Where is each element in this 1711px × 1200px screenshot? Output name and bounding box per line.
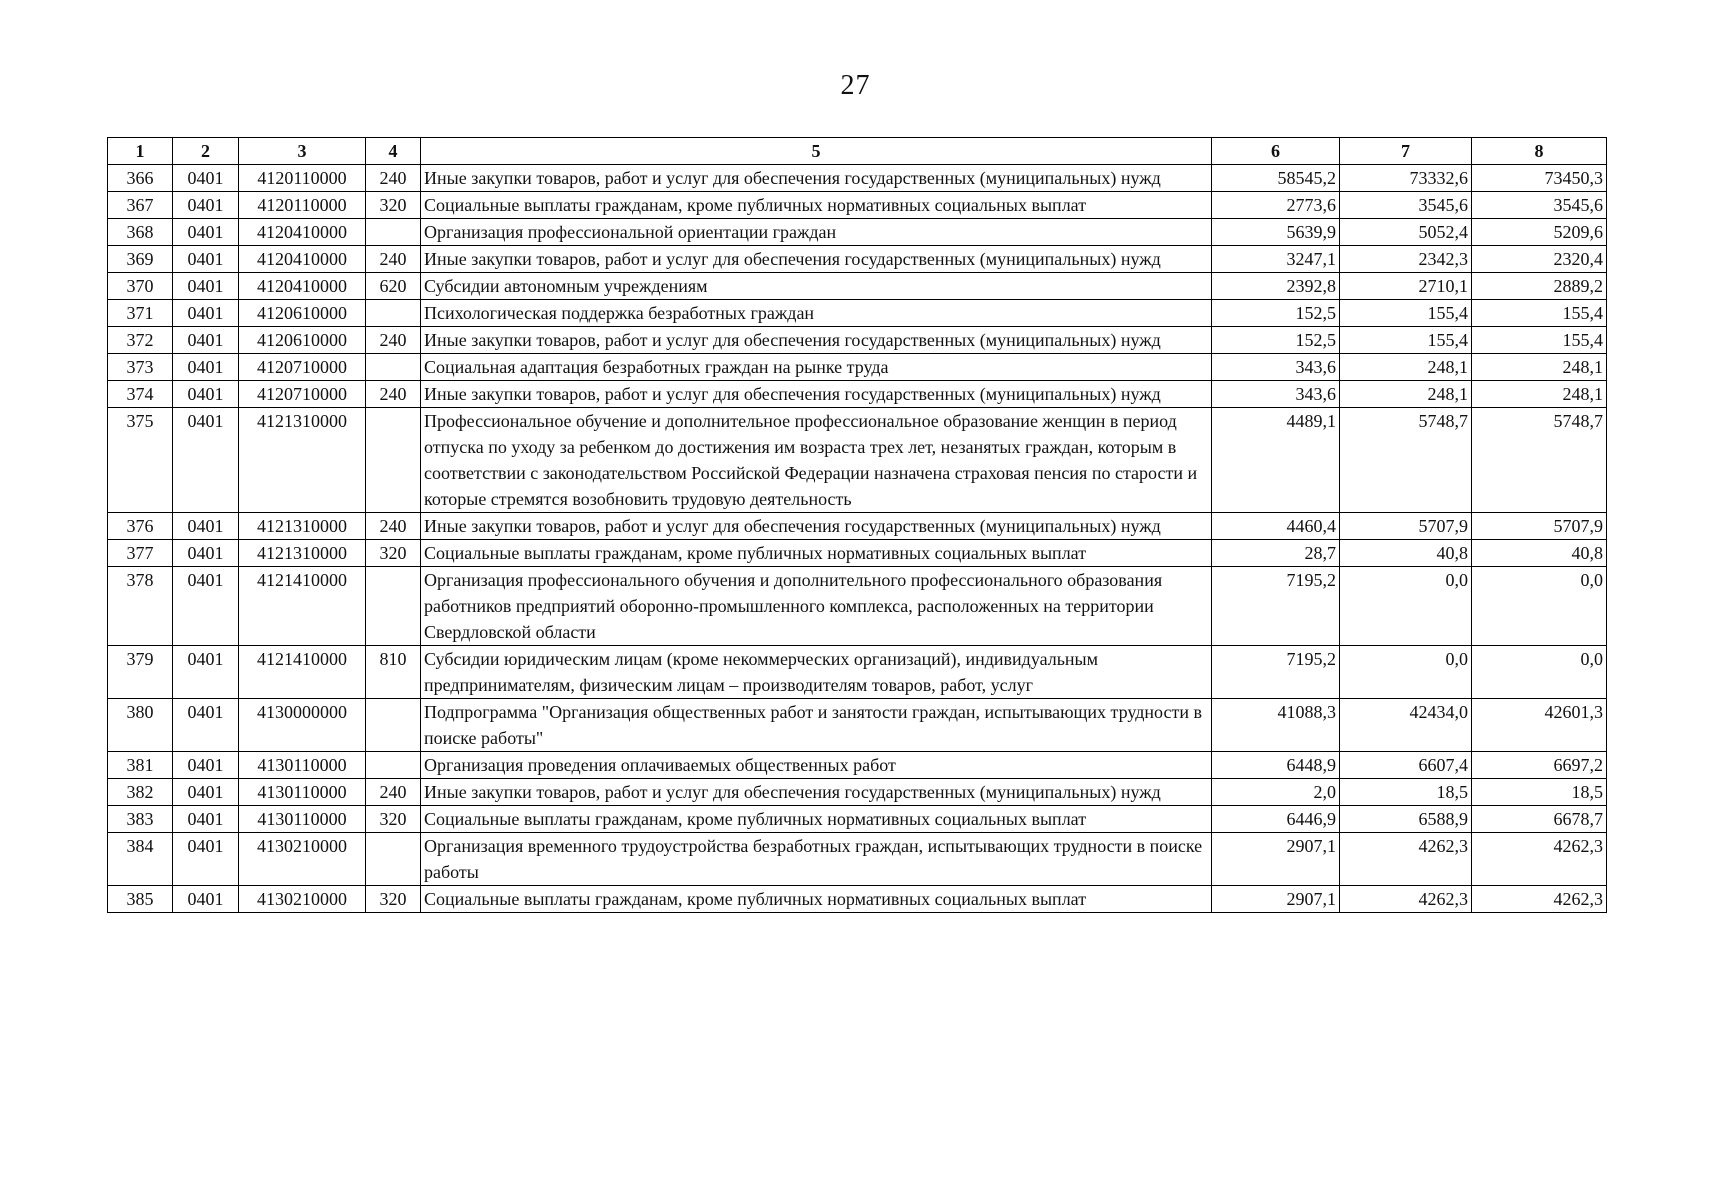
item-name-cell: Социальная адаптация безработных граждан на рынке труда	[421, 354, 1212, 381]
table-row	[108, 408, 1607, 513]
item-name-cell: Иные закупки товаров, работ и услуг для обеспечения государственных (муниципальных) нужд	[421, 165, 1212, 192]
row-number-cell: 371	[108, 300, 173, 327]
expense-type-cell: 240	[366, 327, 421, 354]
item-name-cell: Социальные выплаты гражданам, кроме публичных нормативных социальных выплат	[421, 192, 1212, 219]
section-code-cell: 0401	[173, 646, 239, 699]
table-row	[108, 219, 1607, 246]
amount-col6-cell: 2,0	[1212, 779, 1340, 806]
amount-col8-cell: 248,1	[1472, 354, 1607, 381]
amount-col6-cell: 2907,1	[1212, 886, 1340, 913]
target-code-cell: 4120710000	[239, 354, 366, 381]
expense-type-cell: 320	[366, 540, 421, 567]
section-code-cell: 0401	[173, 354, 239, 381]
amount-col8-cell: 248,1	[1472, 381, 1607, 408]
section-code-cell: 0401	[173, 381, 239, 408]
amount-col8-cell: 6697,2	[1472, 752, 1607, 779]
section-code-cell: 0401	[173, 327, 239, 354]
section-code-cell: 0401	[173, 886, 239, 913]
table-row	[108, 806, 1607, 833]
row-number-cell: 372	[108, 327, 173, 354]
section-code-cell: 0401	[173, 540, 239, 567]
table-row	[108, 886, 1607, 913]
header-col-3: 3	[239, 138, 366, 165]
section-code-cell: 0401	[173, 567, 239, 646]
amount-col7-cell: 2342,3	[1340, 246, 1472, 273]
amount-col7-cell: 40,8	[1340, 540, 1472, 567]
amount-col8-cell: 0,0	[1472, 646, 1607, 699]
target-code-cell: 4121310000	[239, 408, 366, 513]
expense-type-cell	[366, 408, 421, 513]
row-number-cell: 377	[108, 540, 173, 567]
amount-col6-cell: 7195,2	[1212, 567, 1340, 646]
item-name-cell: Иные закупки товаров, работ и услуг для обеспечения государственных (муниципальных) нужд	[421, 513, 1212, 540]
amount-col8-cell: 4262,3	[1472, 833, 1607, 886]
amount-col6-cell: 343,6	[1212, 354, 1340, 381]
section-code-cell: 0401	[173, 699, 239, 752]
target-code-cell: 4120610000	[239, 327, 366, 354]
header-col-7: 7	[1340, 138, 1472, 165]
amount-col7-cell: 248,1	[1340, 354, 1472, 381]
table-row	[108, 833, 1607, 886]
amount-col7-cell: 3545,6	[1340, 192, 1472, 219]
amount-col8-cell: 5209,6	[1472, 219, 1607, 246]
target-code-cell: 4121410000	[239, 646, 366, 699]
amount-col8-cell: 5748,7	[1472, 408, 1607, 513]
row-number-cell: 366	[108, 165, 173, 192]
table-row	[108, 192, 1607, 219]
row-number-cell: 368	[108, 219, 173, 246]
amount-col7-cell: 0,0	[1340, 646, 1472, 699]
header-col-4: 4	[366, 138, 421, 165]
table-row	[108, 300, 1607, 327]
row-number-cell: 385	[108, 886, 173, 913]
target-code-cell: 4130210000	[239, 833, 366, 886]
item-name-cell: Социальные выплаты гражданам, кроме публичных нормативных социальных выплат	[421, 540, 1212, 567]
expense-type-cell	[366, 833, 421, 886]
amount-col8-cell: 0,0	[1472, 567, 1607, 646]
target-code-cell: 4130000000	[239, 699, 366, 752]
target-code-cell: 4130110000	[239, 806, 366, 833]
amount-col8-cell: 155,4	[1472, 327, 1607, 354]
amount-col7-cell: 6607,4	[1340, 752, 1472, 779]
table-row	[108, 752, 1607, 779]
amount-col7-cell: 155,4	[1340, 327, 1472, 354]
target-code-cell: 4120110000	[239, 192, 366, 219]
expense-type-cell: 240	[366, 165, 421, 192]
table-row	[108, 699, 1607, 752]
amount-col8-cell: 4262,3	[1472, 886, 1607, 913]
amount-col6-cell: 5639,9	[1212, 219, 1340, 246]
section-code-cell: 0401	[173, 300, 239, 327]
item-name-cell: Иные закупки товаров, работ и услуг для обеспечения государственных (муниципальных) нужд	[421, 246, 1212, 273]
expense-type-cell	[366, 699, 421, 752]
expense-type-cell: 320	[366, 886, 421, 913]
table-row	[108, 327, 1607, 354]
item-name-cell: Социальные выплаты гражданам, кроме публичных нормативных социальных выплат	[421, 806, 1212, 833]
item-name-cell: Подпрограмма "Организация общественных работ и занятости граждан, испытывающих трудности в поиске работы"	[421, 699, 1212, 752]
amount-col8-cell: 3545,6	[1472, 192, 1607, 219]
amount-col7-cell: 42434,0	[1340, 699, 1472, 752]
amount-col7-cell: 4262,3	[1340, 833, 1472, 886]
amount-col8-cell: 6678,7	[1472, 806, 1607, 833]
expense-type-cell: 620	[366, 273, 421, 300]
section-code-cell: 0401	[173, 806, 239, 833]
target-code-cell: 4120410000	[239, 273, 366, 300]
item-name-cell: Организация временного трудоустройства безработных граждан, испытывающих трудности в поиске работы	[421, 833, 1212, 886]
amount-col8-cell: 40,8	[1472, 540, 1607, 567]
expense-type-cell	[366, 752, 421, 779]
amount-col7-cell: 2710,1	[1340, 273, 1472, 300]
amount-col6-cell: 152,5	[1212, 327, 1340, 354]
section-code-cell: 0401	[173, 779, 239, 806]
expense-type-cell: 240	[366, 246, 421, 273]
amount-col6-cell: 41088,3	[1212, 699, 1340, 752]
row-number-cell: 378	[108, 567, 173, 646]
section-code-cell: 0401	[173, 192, 239, 219]
target-code-cell: 4130110000	[239, 752, 366, 779]
expense-type-cell	[366, 300, 421, 327]
expense-type-cell: 320	[366, 806, 421, 833]
amount-col7-cell: 5748,7	[1340, 408, 1472, 513]
amount-col7-cell: 155,4	[1340, 300, 1472, 327]
header-col-2: 2	[173, 138, 239, 165]
amount-col7-cell: 248,1	[1340, 381, 1472, 408]
expense-type-cell: 240	[366, 513, 421, 540]
amount-col7-cell: 4262,3	[1340, 886, 1472, 913]
item-name-cell: Субсидии юридическим лицам (кроме некоммерческих организаций), индивидуальным предпринимателям, физическим лицам – производителям товаров, работ, услуг	[421, 646, 1212, 699]
section-code-cell: 0401	[173, 833, 239, 886]
section-code-cell: 0401	[173, 246, 239, 273]
budget-table	[107, 137, 1607, 913]
target-code-cell: 4120610000	[239, 300, 366, 327]
amount-col8-cell: 73450,3	[1472, 165, 1607, 192]
section-code-cell: 0401	[173, 752, 239, 779]
item-name-cell: Организация проведения оплачиваемых общественных работ	[421, 752, 1212, 779]
amount-col6-cell: 2907,1	[1212, 833, 1340, 886]
header-col-6: 6	[1212, 138, 1340, 165]
amount-col7-cell: 18,5	[1340, 779, 1472, 806]
target-code-cell: 4130110000	[239, 779, 366, 806]
target-code-cell: 4120410000	[239, 246, 366, 273]
section-code-cell: 0401	[173, 219, 239, 246]
row-number-cell: 369	[108, 246, 173, 273]
amount-col7-cell: 5052,4	[1340, 219, 1472, 246]
amount-col6-cell: 7195,2	[1212, 646, 1340, 699]
amount-col8-cell: 5707,9	[1472, 513, 1607, 540]
section-code-cell: 0401	[173, 513, 239, 540]
header-col-1: 1	[108, 138, 173, 165]
amount-col6-cell: 2773,6	[1212, 192, 1340, 219]
table-row	[108, 646, 1607, 699]
table-row	[108, 540, 1607, 567]
amount-col6-cell: 58545,2	[1212, 165, 1340, 192]
amount-col7-cell: 73332,6	[1340, 165, 1472, 192]
expense-type-cell: 810	[366, 646, 421, 699]
amount-col7-cell: 0,0	[1340, 567, 1472, 646]
amount-col8-cell: 18,5	[1472, 779, 1607, 806]
item-name-cell: Социальные выплаты гражданам, кроме публичных нормативных социальных выплат	[421, 886, 1212, 913]
page-number: 27	[840, 70, 871, 101]
header-col-5: 5	[421, 138, 1212, 165]
amount-col6-cell: 2392,8	[1212, 273, 1340, 300]
amount-col8-cell: 2889,2	[1472, 273, 1607, 300]
row-number-cell: 375	[108, 408, 173, 513]
section-code-cell: 0401	[173, 408, 239, 513]
section-code-cell: 0401	[173, 273, 239, 300]
expense-type-cell	[366, 219, 421, 246]
amount-col6-cell: 152,5	[1212, 300, 1340, 327]
header-row	[108, 138, 1607, 165]
amount-col7-cell: 6588,9	[1340, 806, 1472, 833]
table-row	[108, 354, 1607, 381]
amount-col8-cell: 2320,4	[1472, 246, 1607, 273]
row-number-cell: 382	[108, 779, 173, 806]
amount-col6-cell: 343,6	[1212, 381, 1340, 408]
amount-col8-cell: 42601,3	[1472, 699, 1607, 752]
amount-col8-cell: 155,4	[1472, 300, 1607, 327]
table-row	[108, 779, 1607, 806]
amount-col6-cell: 6446,9	[1212, 806, 1340, 833]
target-code-cell: 4120410000	[239, 219, 366, 246]
expense-type-cell: 240	[366, 381, 421, 408]
expense-type-cell	[366, 354, 421, 381]
amount-col7-cell: 5707,9	[1340, 513, 1472, 540]
row-number-cell: 383	[108, 806, 173, 833]
row-number-cell: 380	[108, 699, 173, 752]
item-name-cell: Иные закупки товаров, работ и услуг для обеспечения государственных (муниципальных) нужд	[421, 381, 1212, 408]
table-row	[108, 273, 1607, 300]
target-code-cell: 4121310000	[239, 540, 366, 567]
header-col-8: 8	[1472, 138, 1607, 165]
item-name-cell: Организация профессионального обучения и дополнительного профессионального образования работников предприятий оборонно-промышленного комплекса, расположенных на территории Свердловской области	[421, 567, 1212, 646]
item-name-cell: Психологическая поддержка безработных граждан	[421, 300, 1212, 327]
target-code-cell: 4121310000	[239, 513, 366, 540]
item-name-cell: Иные закупки товаров, работ и услуг для обеспечения государственных (муниципальных) нужд	[421, 779, 1212, 806]
table-row	[108, 246, 1607, 273]
row-number-cell: 367	[108, 192, 173, 219]
target-code-cell: 4121410000	[239, 567, 366, 646]
table-body	[108, 165, 1607, 913]
target-code-cell: 4130210000	[239, 886, 366, 913]
amount-col6-cell: 4460,4	[1212, 513, 1340, 540]
expense-type-cell: 320	[366, 192, 421, 219]
table-row	[108, 165, 1607, 192]
row-number-cell: 381	[108, 752, 173, 779]
table-header	[108, 138, 1607, 165]
table-row	[108, 513, 1607, 540]
expense-type-cell: 240	[366, 779, 421, 806]
item-name-cell: Иные закупки товаров, работ и услуг для обеспечения государственных (муниципальных) нужд	[421, 327, 1212, 354]
item-name-cell: Субсидии автономным учреждениям	[421, 273, 1212, 300]
amount-col6-cell: 3247,1	[1212, 246, 1340, 273]
section-code-cell: 0401	[173, 165, 239, 192]
row-number-cell: 374	[108, 381, 173, 408]
item-name-cell: Профессиональное обучение и дополнительное профессиональное образование женщин в период отпуска по уходу за ребенком до достижения им возраста трех лет, незанятых граждан, которым в соответствии с законодательством Российской Федерации назначена страховая пенсия по старости и которые стремятся возобновить трудовую деятельность	[421, 408, 1212, 513]
row-number-cell: 379	[108, 646, 173, 699]
amount-col6-cell: 28,7	[1212, 540, 1340, 567]
row-number-cell: 376	[108, 513, 173, 540]
item-name-cell: Организация профессиональной ориентации граждан	[421, 219, 1212, 246]
row-number-cell: 373	[108, 354, 173, 381]
expense-type-cell	[366, 567, 421, 646]
row-number-cell: 384	[108, 833, 173, 886]
table-row	[108, 567, 1607, 646]
target-code-cell: 4120710000	[239, 381, 366, 408]
row-number-cell: 370	[108, 273, 173, 300]
amount-col6-cell: 6448,9	[1212, 752, 1340, 779]
table-row	[108, 381, 1607, 408]
amount-col6-cell: 4489,1	[1212, 408, 1340, 513]
target-code-cell: 4120110000	[239, 165, 366, 192]
